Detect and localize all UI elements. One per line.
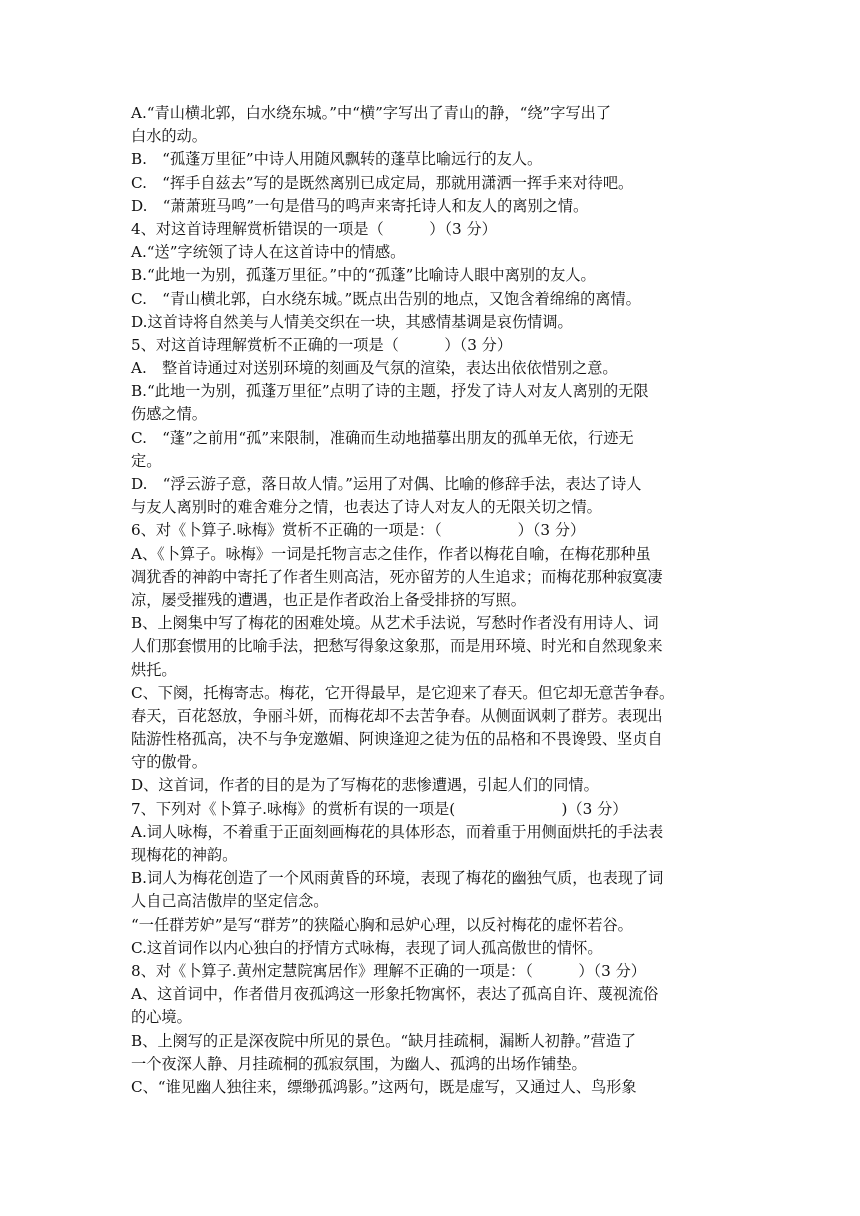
text-line: 凉，屡受摧残的遭遇，也正是作者政治上备受排挤的写照。 [131,590,526,609]
text-line: 凋犹香的神韵中寄托了作者生则高洁，死亦留芳的人生追求；而梅花那种寂寞凄 [131,567,663,586]
text-line: 守的傲骨。 [131,753,207,772]
text-line: 陆游性格孤高，决不与争宠邀媚、阿谀逢迎之徒为伍的品格和不畏谗毁、坚贞自 [131,730,663,749]
question-heading: 7、下列对《卜算子.咏梅》的赏析有误的一项是( )（3 分） [131,799,628,818]
text-line: 人自己高洁傲岸的坚定信念。 [131,892,329,911]
text-line: D. “萧萧班马鸣”一句是借马的鸣声来寄托诗人和友人的离别之情。 [131,196,589,215]
text-line: A.“送”字统领了诗人在这首诗中的情感。 [131,243,406,262]
text-line: C.这首词作以内心独白的抒情方式咏梅，表现了词人孤高傲世的情怀。 [131,938,603,957]
text-line: A. 整首诗通过对送别环境的刻画及气氛的渲染，表达出依依惜别之意。 [131,359,618,378]
text-line: 与友人离别时的难舍难分之情，也表达了诗人对友人的无限关切之情。 [131,498,602,517]
question-heading: 4、对这首诗理解赏析错误的一项是（ ）（3 分） [131,219,497,238]
text-line: 定。 [131,451,162,470]
text-line: 烘托。 [131,660,177,679]
text-line: A.“青山横北郭，白水绕东城。”中“横”字写出了青山的静，“绕”字写出了 [131,104,612,122]
question-heading: 8、对《卜算子.黄州定慧院寓居作》理解不正确的一项是：（ ）（3 分） [131,961,646,980]
text-line: 现梅花的神韵。 [131,846,238,864]
text-line: C. “挥手自兹去”写的是既然离别已成定局，那就用潇洒一挥手来对待吧。 [131,173,634,192]
question-heading: 5、对这首诗理解赏析不正确的一项是（ ）（3 分） [131,335,513,354]
text-line: A、《卜算子。咏梅》一词是托物言志之佳作，作者以梅花自喻，在梅花那种虽 [131,544,651,563]
text-line: 的心境。 [131,1008,192,1027]
text-line: B.“此地一为别，孤蓬万里征”点明了诗的主题，抒发了诗人对友人离别的无限 [131,382,649,401]
text-line: 伤感之情。 [131,405,207,424]
text-line: 人们那套惯用的比喻手法，把愁写得象这象那，而是用环境、时光和自然现象来 [131,637,663,656]
document-page [131,102,731,1099]
text-line: 春天，百花怒放，争丽斗妍，而梅花却不去苦争春。从侧面讽刺了群芳。表现出 [131,706,663,725]
text-line: C、“谁见幽人独往来，缥缈孤鸿影。”这两句，既是虚写，又通过人、鸟形象 [131,1077,637,1096]
text-line: B. “孤蓬万里征”中诗人用随风飘转的蓬草比喻远行的友人。 [131,150,543,169]
text-line: D. “浮云游子意，落日故人情。”运用了对偶、比喻的修辞手法，表达了诗人 [131,475,642,493]
text-line: 一个夜深人静、月挂疏桐的孤寂氛围，为幽人、孤鸿的出场作铺垫。 [131,1054,587,1073]
text-line: D、这首词，作者的目的是为了写梅花的悲惨遭遇，引起人们的同情。 [131,776,599,795]
text-line: A、这首词中，作者借月夜孤鸿这一形象托物寓怀，表达了孤高自许、蔑视流俗 [131,985,659,1004]
text-line: B.“此地一为别，孤蓬万里征。”中的“孤蓬”比喻诗人眼中离别的友人。 [131,266,596,285]
text-line: C、下阕，托梅寄志。梅花，它开得最早，是它迎来了春天。但它却无意苦争春。 [131,683,675,702]
text-line: D.这首诗将自然美与人情美交织在一块，其感情基调是哀伤情调。 [131,312,573,331]
text-line: C. “蓬”之前用“孤”来限制，准确而生动地描摹出朋友的孤单无依，行迹无 [131,428,634,447]
text-line: A.词人咏梅，不着重于正面刻画梅花的具体形态，而着重于用侧面烘托的手法表 [131,822,664,841]
text-line: B.词人为梅花创造了一个风雨黄昏的环境，表现了梅花的幽独气质，也表现了词 [131,869,664,888]
text-line: “一任群芳妒”是写“群芳”的狭隘心胸和忌妒心理，以反衬梅花的虚怀若谷。 [131,915,633,934]
text-line: C. “青山横北郭，白水绕东城。”既点出告别的地点，又饱含着绵绵的离情。 [131,289,641,308]
text-line: B、上阕集中写了梅花的困难处境。从艺术手法说，写愁时作者没有用诗人、词 [131,614,659,633]
question-heading: 6、对《卜算子.咏梅》赏析不正确的一项是：（ ）（3 分） [131,521,586,540]
text-line: B、上阕写的正是深夜院中所见的景色。“缺月挂疏桐，漏断人初静。”营造了 [131,1031,637,1050]
text-line: 白水的动。 [131,127,207,146]
